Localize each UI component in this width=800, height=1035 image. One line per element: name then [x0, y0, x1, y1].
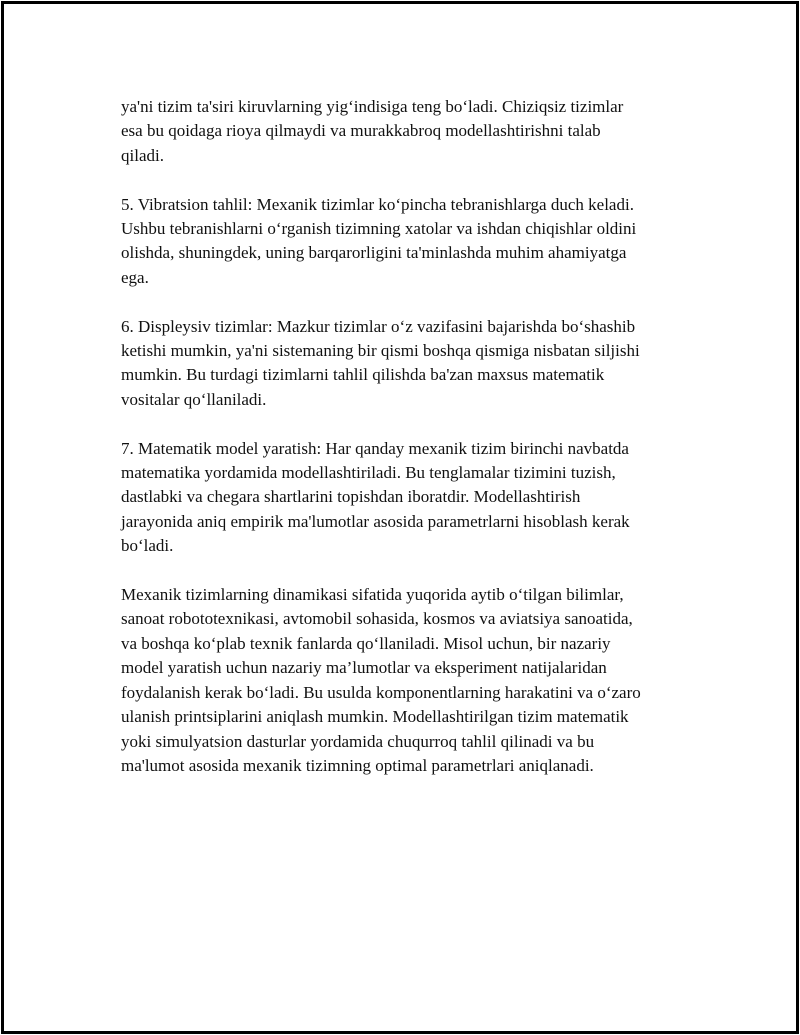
- text-line: Ushbu tebranishlarni o‘rganish tizimning xatolar va ishdan chiqishlar oldini: [121, 219, 637, 239]
- text-line: jarayonida aniq empirik ma'lumotlar asosida parametrlarni hisoblash kerak: [121, 511, 630, 531]
- text-line: ulanish printsiplarini aniqlash mumkin. Modellashtirilgan tizim matematik: [121, 707, 629, 727]
- text-line: dastlabki va chegara shartlarini topishdan iboratdir. Modellashtirish: [121, 487, 581, 507]
- text-line: ya'ni tizim ta'siri kiruvlarning yig‘indisiga teng bo‘ladi. Chiziqsiz tizimlar: [121, 97, 624, 116]
- text-line: foydalanish kerak bo‘ladi. Bu usulda komponentlarning harakatini va o‘zaro: [121, 682, 641, 702]
- text-line: yoki simulyatsion dasturlar yordamida chuqurroq tahlil qilinadi va bu: [121, 731, 595, 751]
- text-line: matematika yordamida modellashtiriladi. Bu tenglamalar tizimini tuzish,: [121, 463, 616, 483]
- text-line: esa bu qoidaga rioya qilmaydi va murakkabroq modellashtirishni talab: [121, 121, 601, 141]
- text-line: model yaratish uchun nazariy ma’lumotlar va eksperiment natijalaridan: [121, 658, 607, 678]
- text-line: qiladi.: [121, 145, 164, 165]
- paragraph-vibration-analysis: [121, 193, 701, 291]
- paragraph-linearity-continuation: [121, 95, 701, 168]
- text-line: olishda, shuningdek, uning barqarorligini ta'minlashda muhim ahamiyatga: [121, 243, 627, 263]
- text-line: ega.: [121, 267, 149, 287]
- text-line: mumkin. Bu turdagi tizimlarni tahlil qilishda ba'zan maxsus matematik: [121, 365, 605, 385]
- document-body: [121, 95, 701, 803]
- text-line: va boshqa ko‘plab texnik fanlarda qo‘llaniladi. Misol uchun, bir nazariy: [121, 633, 611, 653]
- text-line: Mexanik tizimlarning dinamikasi sifatida yuqorida aytib o‘tilgan bilimlar,: [121, 585, 624, 605]
- text-line: 5. Vibratsion tahlil: Mexanik tizimlar ko‘pincha tebranishlarga duch keladi.: [121, 194, 634, 214]
- text-line: ma'lumot asosida mexanik tizimning optimal parametrlari aniqlanadi.: [121, 755, 594, 775]
- paragraph-displacement-systems: [121, 315, 701, 413]
- paragraph-mathematical-model: [121, 437, 701, 559]
- paragraph-applications-summary: [121, 583, 701, 778]
- text-line: 7. Matematik model yaratish: Har qanday mexanik tizim birinchi navbatda: [121, 438, 629, 458]
- page-frame: [1, 1, 799, 1034]
- text-line: ketishi mumkin, ya'ni sistemaning bir qismi boshqa qismiga nisbatan siljishi: [121, 341, 640, 361]
- text-line: 6. Displeysiv tizimlar: Mazkur tizimlar o‘z vazifasini bajarishda bo‘shashib: [121, 316, 636, 336]
- text-line: sanoat robototexnikasi, avtomobil sohasida, kosmos va aviatsiya sanoatida,: [121, 609, 633, 629]
- text-line: bo‘ladi.: [121, 536, 174, 556]
- text-line: vositalar qo‘llaniladi.: [121, 389, 267, 409]
